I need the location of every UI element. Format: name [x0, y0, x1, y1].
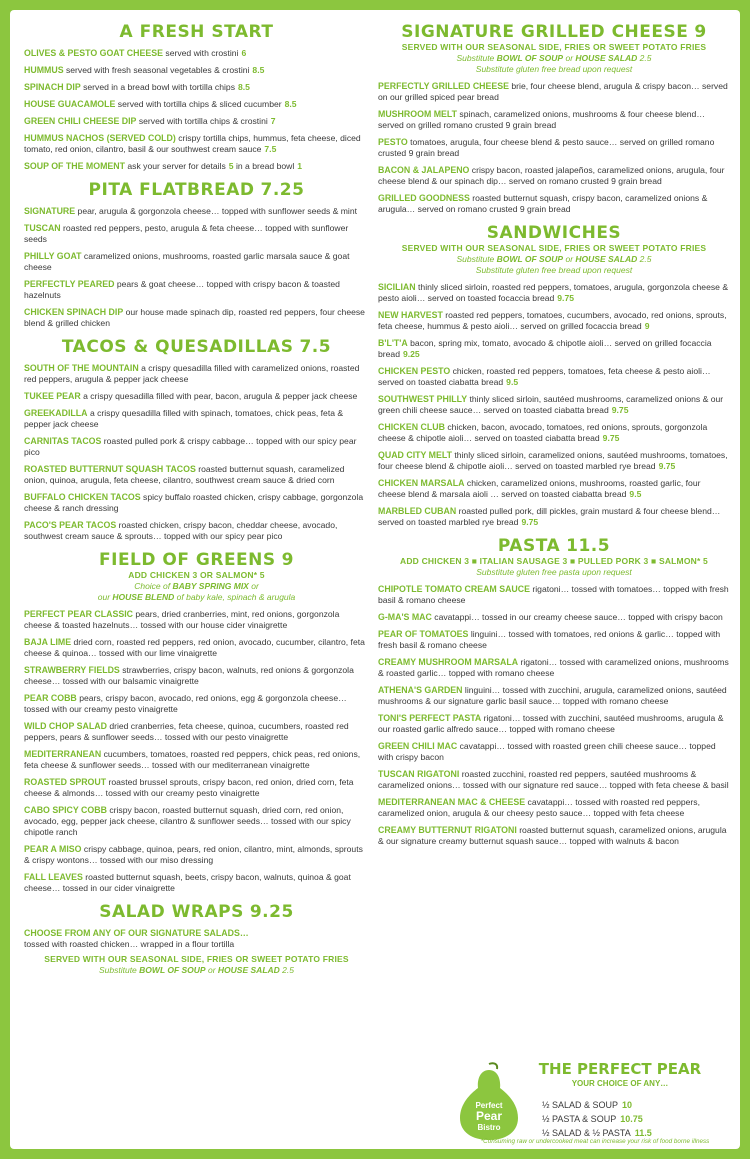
item-desc: roasted pulled pork & crispy cabbage… topped with our spicy pear pico: [24, 436, 357, 457]
item-name: SOUTH OF THE MOUNTAIN: [24, 363, 139, 373]
item-desc: served with crostini: [165, 48, 239, 58]
item-name: NEW HARVEST: [378, 310, 443, 320]
item-desc: caramelized onions, mushrooms, roasted garlic marsala sauce & goat cheese: [24, 251, 350, 272]
item-name: STRAWBERRY FIELDS: [24, 665, 120, 675]
item-desc: ask your server for details: [127, 161, 226, 171]
item-desc: roasted chicken, crispy bacon, cheddar cheese, avocado, southwest cream sauce & sprouts… topped with our spicy pear pico: [24, 520, 338, 541]
item-desc: tomatoes, arugula, four cheese blend & pesto sauce… served on grilled romano crusted 9 grain bread: [378, 137, 715, 158]
section-field-of-greens: [24, 550, 369, 894]
item-name: PERFECTLY PEARED: [24, 279, 115, 289]
perfect-pear-subtitle: YOUR CHOICE OF ANY…: [571, 1079, 669, 1088]
item-name: SOUTHWEST PHILLY: [378, 394, 468, 404]
item-name: CHIPOTLE TOMATO CREAM SAUCE: [378, 584, 530, 594]
item-desc: roasted butternut squash, beets, crispy bacon, walnuts, quinoa & goat cheese… tossed in our cider vinaigrette: [24, 872, 351, 893]
section-title: SALAD WRAPS 9.25: [99, 902, 294, 922]
item-price: 9.5: [506, 377, 519, 387]
gluten-free-note: Substitute gluten free bread upon request: [475, 64, 633, 74]
item-name: MEDITERRANEAN: [24, 749, 102, 759]
item-desc: linguini… tossed with zucchini, arugula, caramelized onions, sautéed mushrooms & our signature garlic basil sauce… topped with romano cheese: [378, 685, 727, 706]
perfect-pear-title: THE PERFECT PEAR: [538, 1060, 702, 1078]
section-price: 7.5: [299, 337, 332, 357]
item-desc: roasted butternut squash, crispy bacon, caramelized onions & arugula… served on romano crusted 9 grain bread: [378, 193, 708, 214]
section-price: 7.25: [260, 180, 305, 200]
item-name: G-MA'S MAC: [378, 612, 432, 622]
item-price: 6: [241, 48, 247, 58]
section-title: PASTA 11.5: [497, 536, 611, 556]
item-desc: chicken, roasted red peppers, tomatoes, feta cheese & pesto aioli… served on toasted ciabatta bread: [378, 366, 711, 387]
item-desc: roasted zucchini, roasted red peppers, sautéed mushrooms & caramelized onions… tossed with our signature red sauce… topped with feta cheese & basil: [378, 769, 729, 790]
section-title: SANDWICHES: [486, 223, 622, 243]
item-desc: roasted pulled pork, dill pickles, grain mustard & four cheese blend… served on toasted marbled rye bread: [378, 506, 721, 527]
combo-row: ½ SALAD & SOUP 10: [542, 1100, 633, 1110]
item-desc: thinly sliced sirloin, caramelized onions, sautéed mushrooms, tomatoes, four cheese blend & chipotle aioli… served on toasted marbled rye bread: [378, 450, 728, 471]
section-price: 9.25: [249, 902, 294, 922]
item-name: BAJA LIME: [24, 637, 72, 647]
item-desc: dried corn, roasted red peppers, red onion, avocado, cucumber, cilantro, feta cheese & quinoa… tossed with our lime vinaigrette: [24, 637, 365, 658]
served-with-note: SERVED WITH OUR SEASONAL SIDE, FRIES OR SWEET POTATO FRIES: [401, 243, 707, 253]
section-title: SIGNATURE GRILLED CHEESE 9: [401, 22, 707, 42]
item-price: 8.5: [284, 99, 297, 109]
item-name: TUKEE PEAR: [24, 391, 81, 401]
item-name: B'L'T'A: [378, 338, 408, 348]
section-title: A FRESH START: [119, 22, 274, 42]
svg-text:Pear: Pear: [475, 1109, 503, 1123]
add-protein-note: ADD CHICKEN 3 ■ ITALIAN SAUSAGE 3 ■ PULLED PORK 3 ■ SALMON* 5: [400, 556, 708, 566]
item-desc: pears, dried cranberries, mint, red onions, gorgonzola cheese & toasted hazelnuts… tossed with our house cider vinaigrette: [24, 609, 340, 630]
item-name: TONI'S PERFECT PASTA: [378, 713, 482, 723]
combo-row: ½ PASTA & SOUP 10.75: [542, 1114, 643, 1124]
section-title: TACOS & QUESADILLAS 7.5: [61, 337, 332, 357]
section-salad-wraps: [24, 902, 369, 976]
item-desc: served with tortilla chips & sliced cucumber: [117, 99, 282, 109]
item-price: 8.5: [238, 82, 250, 92]
item-name: QUAD CITY MELT: [378, 450, 452, 460]
item-desc: crispy bacon, roasted jalapeños, caramelized onions, arugula, four cheese blend & our spinach dip… served on romano crusted 9 grain bread: [378, 165, 725, 186]
item-name: TUSCAN RIGATONI: [378, 769, 460, 779]
item-name: FALL LEAVES: [24, 872, 83, 882]
item-price: 7: [270, 116, 276, 126]
item-desc: spinach, caramelized onions, mushrooms & four cheese blend… served on grilled romano crusted 9 grain bread: [378, 109, 705, 130]
substitute-note: Substitute BOWL OF SOUP or HOUSE SALAD 2.5: [456, 53, 652, 63]
item-price: 9.75: [602, 433, 620, 443]
item-name: PEAR COBB: [24, 693, 77, 703]
section-fresh-start: [24, 22, 369, 172]
item-price: 9.25: [402, 349, 420, 359]
item-name: GREEKADILLA: [24, 408, 88, 418]
item-desc: thinly sliced sirloin, roasted red peppers, tomatoes, arugula, gorgonzola cheese & pesto aioli… served on toasted focaccia bread: [378, 282, 729, 303]
item-name: MUSHROOM MELT: [378, 109, 457, 119]
section-price: 9: [281, 550, 294, 570]
item-name: PERFECT PEAR CLASSIC: [24, 609, 133, 619]
item-desc: served with tortilla chips & crostini: [138, 116, 268, 126]
item-desc: a crispy quesadilla filled with pear, bacon, arugula & pepper jack cheese: [83, 391, 358, 401]
item-name: HUMMUS NACHOS (SERVED COLD): [24, 133, 176, 143]
section-title: FIELD OF GREENS 9: [99, 550, 294, 570]
item-desc: crispy bacon, roasted butternut squash, dried corn, red onion, avocado, egg, pepper jack cheese, cilantro & sunflower seeds… tossed with our spicy chipotle ranch: [24, 805, 351, 837]
item-name: CHICKEN MARSALA: [378, 478, 465, 488]
item-price: 9: [644, 321, 650, 331]
item-price: 7.5: [264, 144, 277, 154]
food-safety-disclaimer: *Consuming raw or undercooked meat can increase your risk of food borne illness: [480, 1138, 710, 1145]
item-name: PERFECTLY GRILLED CHEESE: [378, 81, 509, 91]
item-desc: roasted butternut squash, caramelized onion, quinoa, arugula, feta cheese, cilantro, southwest cream sauce & dried corn: [24, 464, 345, 485]
item-desc: served in a bread bowl with tortilla chips: [83, 82, 235, 92]
item-desc: chicken, caramelized onions, mushrooms, roasted garlic, four cheese blend & marsala aioli … served on toasted ciabatta bread: [378, 478, 701, 499]
item-desc: roasted red peppers, pesto, arugula & feta cheese… topped with sunflower seeds: [24, 223, 349, 244]
item-price: 9.75: [521, 517, 539, 527]
item-name: PESTO: [378, 137, 408, 147]
item-desc: dried cranberries, feta cheese, quinoa, cucumbers, roasted red peppers, pears & sunflower seeds… tossed with our pesto vinaigrette: [24, 721, 349, 742]
left-column: [24, 22, 369, 984]
greens-choice-note-2: our HOUSE BLEND of baby kale, spinach & arugula: [97, 592, 296, 602]
item-desc: roasted butternut squash, caramelized onions, arugula & our signature creamy butternut squash sauce… topped with walnuts & bacon: [378, 825, 727, 846]
item-desc: rigatoni… tossed with caramelized onions, mushrooms & roasted garlic… topped with romano cheese: [378, 657, 729, 678]
item-name: GREEN CHILI MAC: [378, 741, 458, 751]
item-desc: pear, arugula & gorgonzola cheese… topped with sunflower seeds & mint: [77, 206, 358, 216]
item-price: 9.75: [611, 405, 629, 415]
section-price: 11.5: [566, 536, 611, 556]
item-desc: roasted brussel sprouts, crispy bacon, red onion, dried corn, feta cheese & almonds… tossed with our creamy pesto vinaigrette: [24, 777, 354, 798]
item-desc: pears, crispy bacon, avocado, red onions, egg & gorgonzola cheese… tossed with our creamy pesto vinaigrette: [24, 693, 347, 714]
item-name: MEDITERRANEAN MAC & CHEESE: [378, 797, 526, 807]
item-desc: cavatappi… tossed with roasted green chili cheese sauce… topped with crispy bacon: [378, 741, 716, 762]
item-name: CABO SPICY COBB: [24, 805, 107, 815]
substitute-note: Substitute BOWL OF SOUP or HOUSE SALAD 2.5: [98, 965, 294, 975]
item-price: 8.5: [252, 65, 265, 75]
item-name: CHICKEN SPINACH DIP: [24, 307, 124, 317]
item-name: CARNITAS TACOS: [24, 436, 102, 446]
item-name: TUSCAN: [24, 223, 61, 233]
item-price: 9.5: [629, 489, 642, 499]
item-name: GRILLED GOODNESS: [378, 193, 470, 203]
item-name: CHOOSE FROM ANY OF OUR SIGNATURE SALADS…: [24, 928, 249, 938]
item-desc: thinly sliced sirloin, sautéed mushrooms, caramelized onions & our green chili cheese sauce… served on toasted ciabatta bread: [378, 394, 724, 415]
item-desc: rigatoni… tossed with zucchini, sautéed mushrooms, arugula & our roasted garlic alfredo sauce… topped with romano cheese: [378, 713, 724, 734]
item-name: PEAR OF TOMATOES: [378, 629, 469, 639]
item-desc: linguini… tossed with tomatoes, red onions & garlic… topped with fresh basil & romano cheese: [378, 629, 721, 650]
item-desc: crispy cabbage, quinoa, pears, red onion, cilantro, mint, almonds, sprouts & crispy wontons… tossed with our miso dressing: [24, 844, 363, 865]
item-desc: bacon, spring mix, tomato, avocado & chipotle aioli… served on grilled focaccia bread: [378, 338, 712, 359]
item-desc: a crispy quesadilla filled with caramelized onions, roasted red peppers, arugula & pepper jack cheese: [24, 363, 360, 384]
item-desc: roasted red peppers, tomatoes, cucumbers, avocado, red onions, sprouts, feta cheese, hummus & pesto aioli… served on grilled focaccia bread: [378, 310, 727, 331]
served-with-note: SERVED WITH OUR SEASONAL SIDE, FRIES OR SWEET POTATO FRIES: [401, 42, 707, 52]
item-name: PHILLY GOAT: [24, 251, 82, 261]
item-name: CREAMY BUTTERNUT RIGATONI: [378, 825, 517, 835]
item-name: HUMMUS: [24, 65, 64, 75]
gluten-free-note: Substitute gluten free pasta upon request: [476, 567, 632, 577]
item-desc: chicken, bacon, avocado, tomatoes, red onions, sprouts, gorgonzola cheese & chipotle aioli… served on toasted ciabatta bread: [378, 422, 708, 443]
section-sandwiches: [378, 223, 730, 528]
item-name: PEAR A MISO: [24, 844, 82, 854]
item-name: PACO'S PEAR TACOS: [24, 520, 117, 530]
item-desc: rigatoni… tossed with tomatoes… topped with fresh basil & romano cheese: [378, 584, 729, 605]
item-name: BUFFALO CHICKEN TACOS: [24, 492, 141, 502]
combo-list: [542, 1098, 732, 1140]
item-name: ROASTED BUTTERNUT SQUASH TACOS: [24, 464, 196, 474]
section-tacos-quesadillas: [24, 337, 369, 542]
item-desc: cavatappi… tossed with roasted red peppers, caramelized onion, arugula & our cheesy pesto sauce… topped with feta cheese: [378, 797, 700, 818]
item-desc: a crispy quesadilla filled with spinach, tomatoes, chick peas, feta & pepper jack cheese: [24, 408, 344, 429]
item-name: ROASTED SPROUT: [24, 777, 107, 787]
item-desc: strawberries, crispy bacon, walnuts, red onions & gorgonzola cheese… tossed with our balsamic vinaigrette: [24, 665, 354, 686]
section-price: 9: [694, 22, 707, 42]
item-name: SIGNATURE: [24, 206, 76, 216]
svg-text:Bistro: Bistro: [477, 1123, 501, 1132]
item-name: SOUP OF THE MOMENT: [24, 161, 126, 171]
item-name: SICILIAN: [378, 282, 416, 292]
item-name: GREEN CHILI CHEESE DIP: [24, 116, 137, 126]
substitute-note: Substitute BOWL OF SOUP or HOUSE SALAD 2.5: [456, 254, 652, 264]
pear-logo-icon: [450, 1060, 528, 1142]
section-pasta: [378, 536, 730, 847]
item-name: BACON & JALAPENO: [378, 165, 470, 175]
served-with-note: SERVED WITH OUR SEASONAL SIDE, FRIES OR SWEET POTATO FRIES: [44, 954, 349, 964]
item-desc: our house made spinach dip, roasted red peppers, four cheese blend & grilled chicken: [24, 307, 365, 328]
item-price: 9.75: [658, 461, 676, 471]
menu-page: [10, 10, 740, 1149]
item-extra: in a bread bowl: [235, 161, 295, 171]
item-name: WILD CHOP SALAD: [24, 721, 107, 731]
item-name: OLIVES & PESTO GOAT CHEESE: [24, 48, 163, 58]
item-price: 9.75: [557, 293, 575, 303]
gluten-free-note: Substitute gluten free bread upon request: [475, 265, 633, 275]
item-desc: tossed with roasted chicken… wrapped in a flour tortilla: [24, 939, 235, 949]
svg-text:Perfect: Perfect: [475, 1101, 503, 1110]
section-pita-flatbread: [24, 180, 369, 329]
item-desc: cucumbers, tomatoes, roasted red peppers, chick peas, red onions, feta cheese & sunflower seeds… tossed with our mediterranean vinaigrette: [24, 749, 361, 770]
item-price: 5: [228, 161, 234, 171]
item-desc: pears & goat cheese… topped with crispy bacon & toasted hazelnuts: [24, 279, 340, 300]
item-name: ATHENA'S GARDEN: [378, 685, 463, 695]
right-column: [378, 22, 730, 855]
item-name: CHICKEN CLUB: [378, 422, 445, 432]
perfect-pear-combo: [450, 1060, 740, 1150]
item-name: HOUSE GUACAMOLE: [24, 99, 116, 109]
item-extra-price: 1: [297, 161, 303, 171]
item-name: CHICKEN PESTO: [378, 366, 451, 376]
combo-row: ½ SALAD & ½ PASTA 11.5: [542, 1128, 652, 1138]
add-protein-note: ADD CHICKEN 3 OR SALMON* 5: [128, 570, 265, 580]
item-desc: crispy tortilla chips, hummus, feta cheese, diced tomato, red onion, cilantro, basil & our southwest cream sauce: [24, 133, 361, 154]
item-desc: brie, four cheese blend, arugula & crispy bacon… served on our grilled spiced pear bread: [378, 81, 728, 102]
section-title: PITA FLATBREAD 7.25: [88, 180, 305, 200]
item-desc: spicy buffalo roasted chicken, crispy cabbage, gorgonzola cheese & ranch dressing: [24, 492, 364, 513]
item-desc: cavatappi… tossed in our creamy cheese sauce… topped with crispy bacon: [434, 612, 723, 622]
greens-choice-note: Choice of BABY SPRING MIX or: [134, 581, 259, 591]
item-name: SPINACH DIP: [24, 82, 81, 92]
item-desc: served with fresh seasonal vegetables & crostini: [65, 65, 250, 75]
section-grilled-cheese: [378, 22, 730, 215]
item-name: CREAMY MUSHROOM MARSALA: [378, 657, 519, 667]
item-name: MARBLED CUBAN: [378, 506, 457, 516]
